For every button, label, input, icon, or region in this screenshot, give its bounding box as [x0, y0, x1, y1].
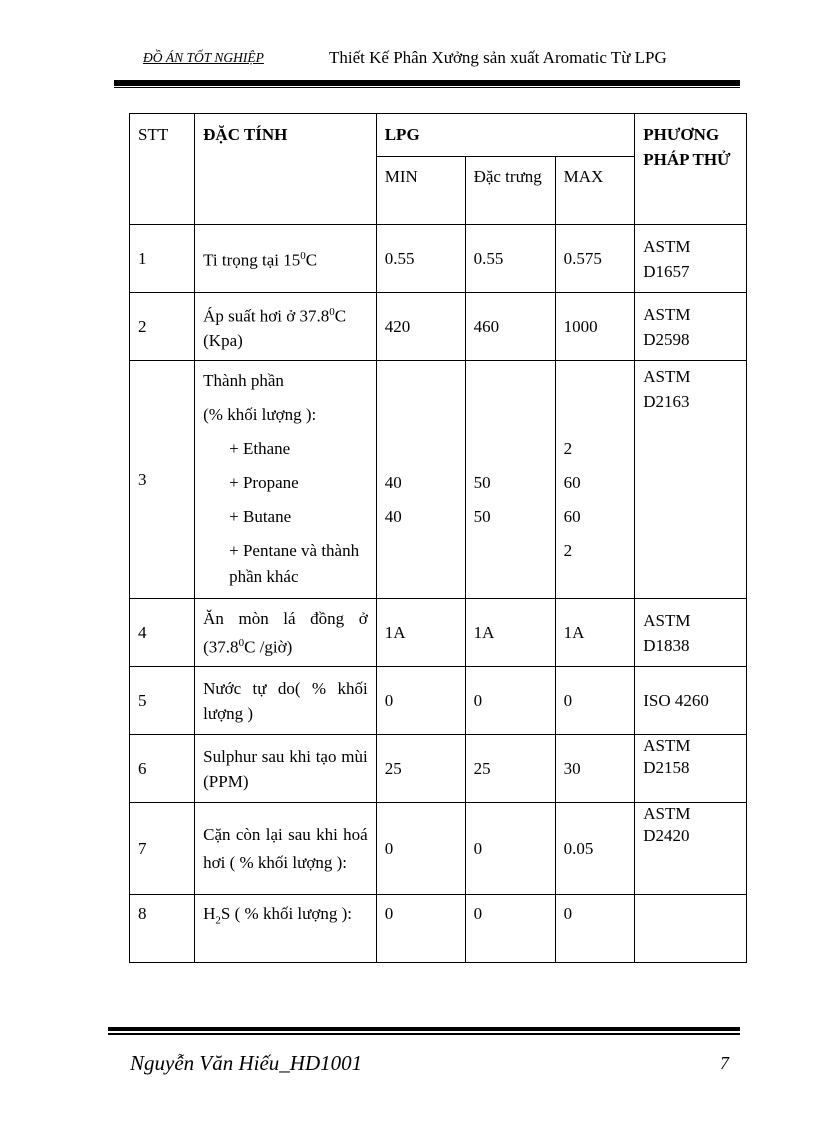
row-min: 0.55: [376, 225, 465, 293]
row-property: Cặn còn lại sau khi hoá hơi ( % khối lượng ):: [195, 803, 377, 895]
row-stt: 1: [130, 225, 195, 293]
header-project-label: ĐỒ ÁN TỐT NGHIỆP: [143, 50, 264, 65]
row-stt: 6: [130, 735, 195, 803]
table-row: [130, 895, 747, 963]
row-typical: 0.55: [465, 225, 555, 293]
composition-item: + Butane: [229, 507, 292, 526]
row-typical: 25: [465, 735, 555, 803]
row-max: 2 60 60 2: [555, 361, 635, 599]
row-method: ASTM D1838: [635, 599, 747, 667]
row-method: ASTM D1657: [635, 225, 747, 293]
header-method: PHƯƠNG PHÁP THỬ: [635, 114, 747, 225]
row-stt: 3: [130, 361, 195, 599]
header-rule-thick: [114, 80, 740, 86]
row-typical: 1A: [465, 599, 555, 667]
row-property: [195, 361, 377, 599]
table-row: [130, 293, 747, 361]
table-header-row: [130, 114, 747, 157]
composition-item: + Propane: [229, 473, 299, 492]
header-title: Thiết Kế Phân Xưởng sản xuất Aromatic Từ LPG: [329, 48, 667, 67]
row-typical: 0: [465, 667, 555, 735]
row-typical: 460: [465, 293, 555, 361]
row-method: [635, 895, 747, 963]
row-max: 30: [555, 735, 635, 803]
row-typical: 0: [465, 803, 555, 895]
header-max: MAX: [555, 157, 635, 225]
composition-item: + Ethane: [229, 439, 291, 458]
row-property: $H_2S$ ( % khối lượng ):: [195, 895, 377, 963]
row-property: Sulphur sau khi tạo mùi (PPM): [195, 735, 377, 803]
footer-author: Nguyễn Văn Hiếu_HD1001: [130, 1051, 363, 1075]
table-row-composition: [130, 361, 747, 599]
row-max: 1A: [555, 599, 635, 667]
row-max: 0.575: [555, 225, 635, 293]
row-max: 0: [555, 895, 635, 963]
row-stt: 2: [130, 293, 195, 361]
row-property: Nước tự do( % khối lượng ): [195, 667, 377, 735]
row-typical: 50 50: [465, 361, 555, 599]
row-method: ASTM D2598: [635, 293, 747, 361]
row-stt: 7: [130, 803, 195, 895]
row-min: 25: [376, 735, 465, 803]
header-stt: STT: [130, 114, 195, 225]
row-max: 0: [555, 667, 635, 735]
row-stt: 4: [130, 599, 195, 667]
row-min: 1A: [376, 599, 465, 667]
composition-item: + Pentane và thành phần khác: [229, 541, 360, 586]
row-stt: 5: [130, 667, 195, 735]
table-row: [130, 225, 747, 293]
row-property: Ti trọng tại $15^0C$: [195, 225, 377, 293]
footer-rule-thick: [108, 1027, 740, 1031]
row-max: 1000: [555, 293, 635, 361]
row-method: ASTM D2420: [635, 803, 747, 895]
row-min: 0: [376, 667, 465, 735]
page-header: [143, 48, 723, 72]
row-method: ASTM D2158: [635, 735, 747, 803]
row-min: 0: [376, 803, 465, 895]
row-min: 40 40: [376, 361, 465, 599]
row-max: 0.05: [555, 803, 635, 895]
row-typical: 0: [465, 895, 555, 963]
page-number: 7: [720, 1053, 729, 1073]
header-lpg: LPG: [376, 114, 635, 157]
header-property: ĐẶC TÍNH: [195, 114, 377, 225]
composition-title: Thành phần: [203, 371, 284, 390]
row-property: Áp suất hơi ở 37.8$^0$C (Kpa): [195, 293, 377, 361]
table-row: [130, 735, 747, 803]
row-property: Ăn mòn lá đồng ở (37.8$^0$C /giờ): [195, 599, 377, 667]
row-min: 0: [376, 895, 465, 963]
footer-rule-thin: [108, 1033, 740, 1035]
header-min: MIN: [376, 157, 465, 225]
row-method: ASTM D2163: [635, 361, 747, 599]
row-min: 420: [376, 293, 465, 361]
lpg-spec-table: [129, 113, 747, 963]
header-typical: Đặc trưng: [465, 157, 555, 225]
header-rule-thin: [114, 87, 740, 88]
row-method: ISO 4260: [635, 667, 747, 735]
table-row: [130, 667, 747, 735]
table-row: [130, 599, 747, 667]
row-stt: 8: [130, 895, 195, 963]
table-row: [130, 803, 747, 895]
composition-subtitle: (% khối lượng ):: [203, 405, 317, 424]
